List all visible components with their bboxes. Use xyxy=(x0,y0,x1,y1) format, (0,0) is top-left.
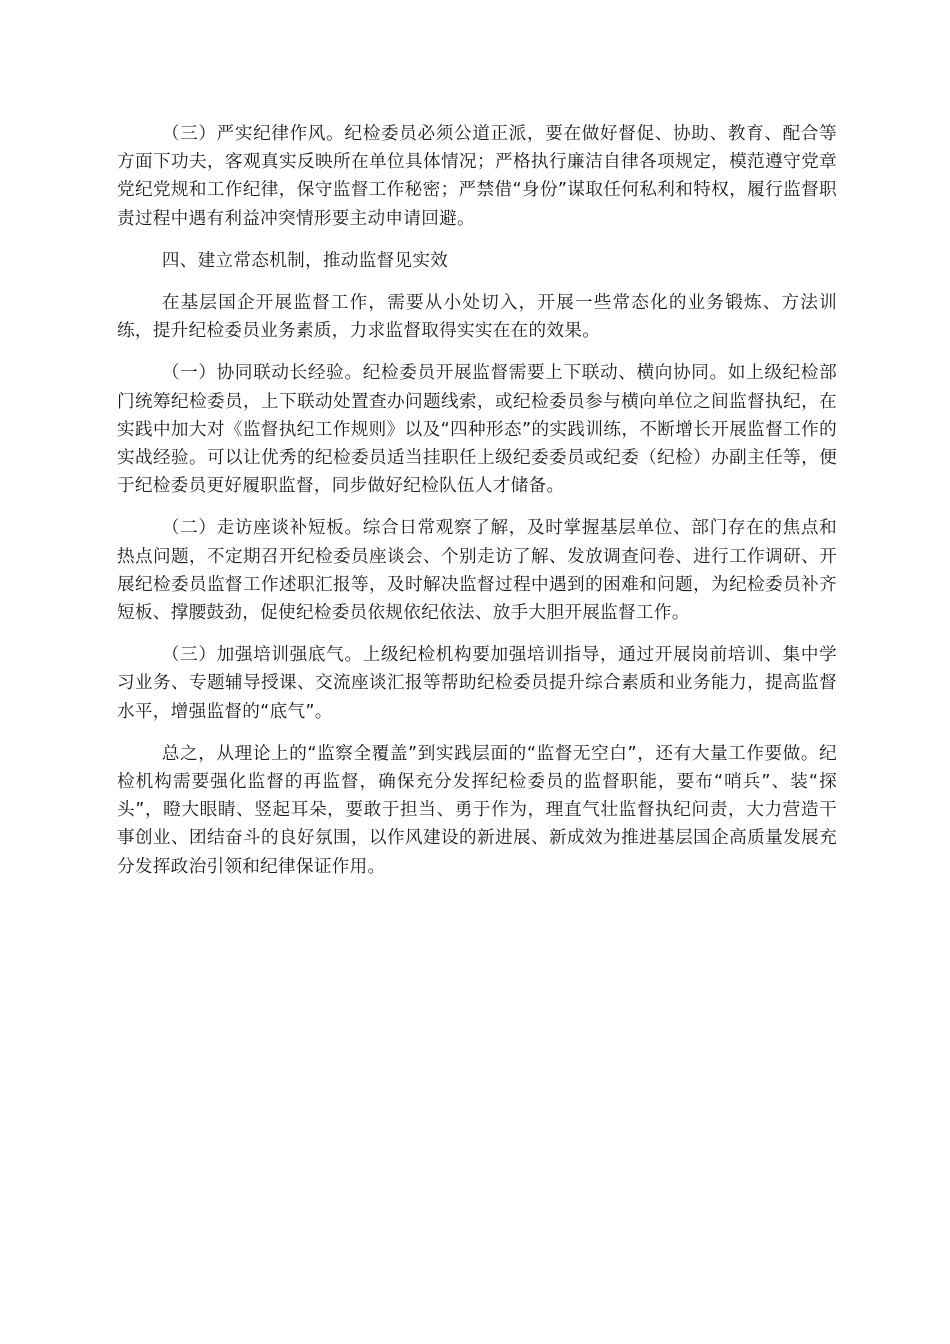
paragraph-conclusion: 总之，从理论上的“监察全覆盖”到实践层面的“监督无空白”，还有大量工作要做。纪检机构需要强化监督的再监督，确保充分发挥纪检委员的监督职能，要布“哨兵”、装“探头”，瞪大眼睛、竖起耳朵，要敢于担当、勇于作为，理直气壮监督执纪问责，大力营造干事创业、团结奋斗的良好氛围，以作风建设的新进展、新成效为推进基层国企高质量发展充分发挥政治引领和纪律保证作用。 xyxy=(117,743,837,877)
paragraph-section-intro: 在基层国企开展监督工作，需要从小处切入，开展一些常态化的业务锻炼、方法训练，提升纪检委员业务素质，力求监督取得实实在在的效果。 xyxy=(117,293,837,342)
section-heading-four: 四、建立常态机制，推动监督见实效 xyxy=(161,250,449,271)
paragraph-discipline-style: （三）严实纪律作风。纪检委员必须公道正派，要在做好督促、协助、教育、配合等方面下功夫，客观真实反映所在单位具体情况；严格执行廉洁自律各项规定，模范遵守党章党纪党规和工作纪律，保守监督工作秘密；严禁借“身份”谋取任何私利和特权，履行监督职责过程中遇有利益冲突情形要主动申请回避。 xyxy=(117,124,837,229)
paragraph-training: （三）加强培训强底气。上级纪检机构要加强培训指导，通过开展岗前培训、集中学习业务、专题辅导授课、交流座谈汇报等帮助纪检委员提升综合素质和业务能力，提高监督水平，增强监督的“底气”。 xyxy=(117,645,837,722)
paragraph-visits: （二）走访座谈补短板。综合日常观察了解，及时掌握基层单位、部门存在的焦点和热点问题，不定期召开纪检委员座谈会、个别走访了解、发放调查问卷、进行工作调研、开展纪检委员监督工作述职汇报等，及时解决监督过程中遇到的困难和问题，为纪检委员补齐短板、撑腰鼓劲，促使纪检委员依规依纪依法、放手大胆开展监督工作。 xyxy=(117,518,837,624)
paragraph-coordination: （一）协同联动长经验。纪检委员开展监督需要上下联动、横向协同。如上级纪检部门统筹纪检委员，上下联动处置查办问题线索，或纪检委员参与横向单位之间监督执纪，在实践中加大对《监督执纪工作规则》以及“四种形态”的实践训练，不断增长开展监督工作的实战经验。可以让优秀的纪检委员适当挂职任上级纪委委员或纪委（纪检）办副主任等，便于纪检委员更好履职监督，同步做好纪检队伍人才储备。 xyxy=(117,363,837,497)
